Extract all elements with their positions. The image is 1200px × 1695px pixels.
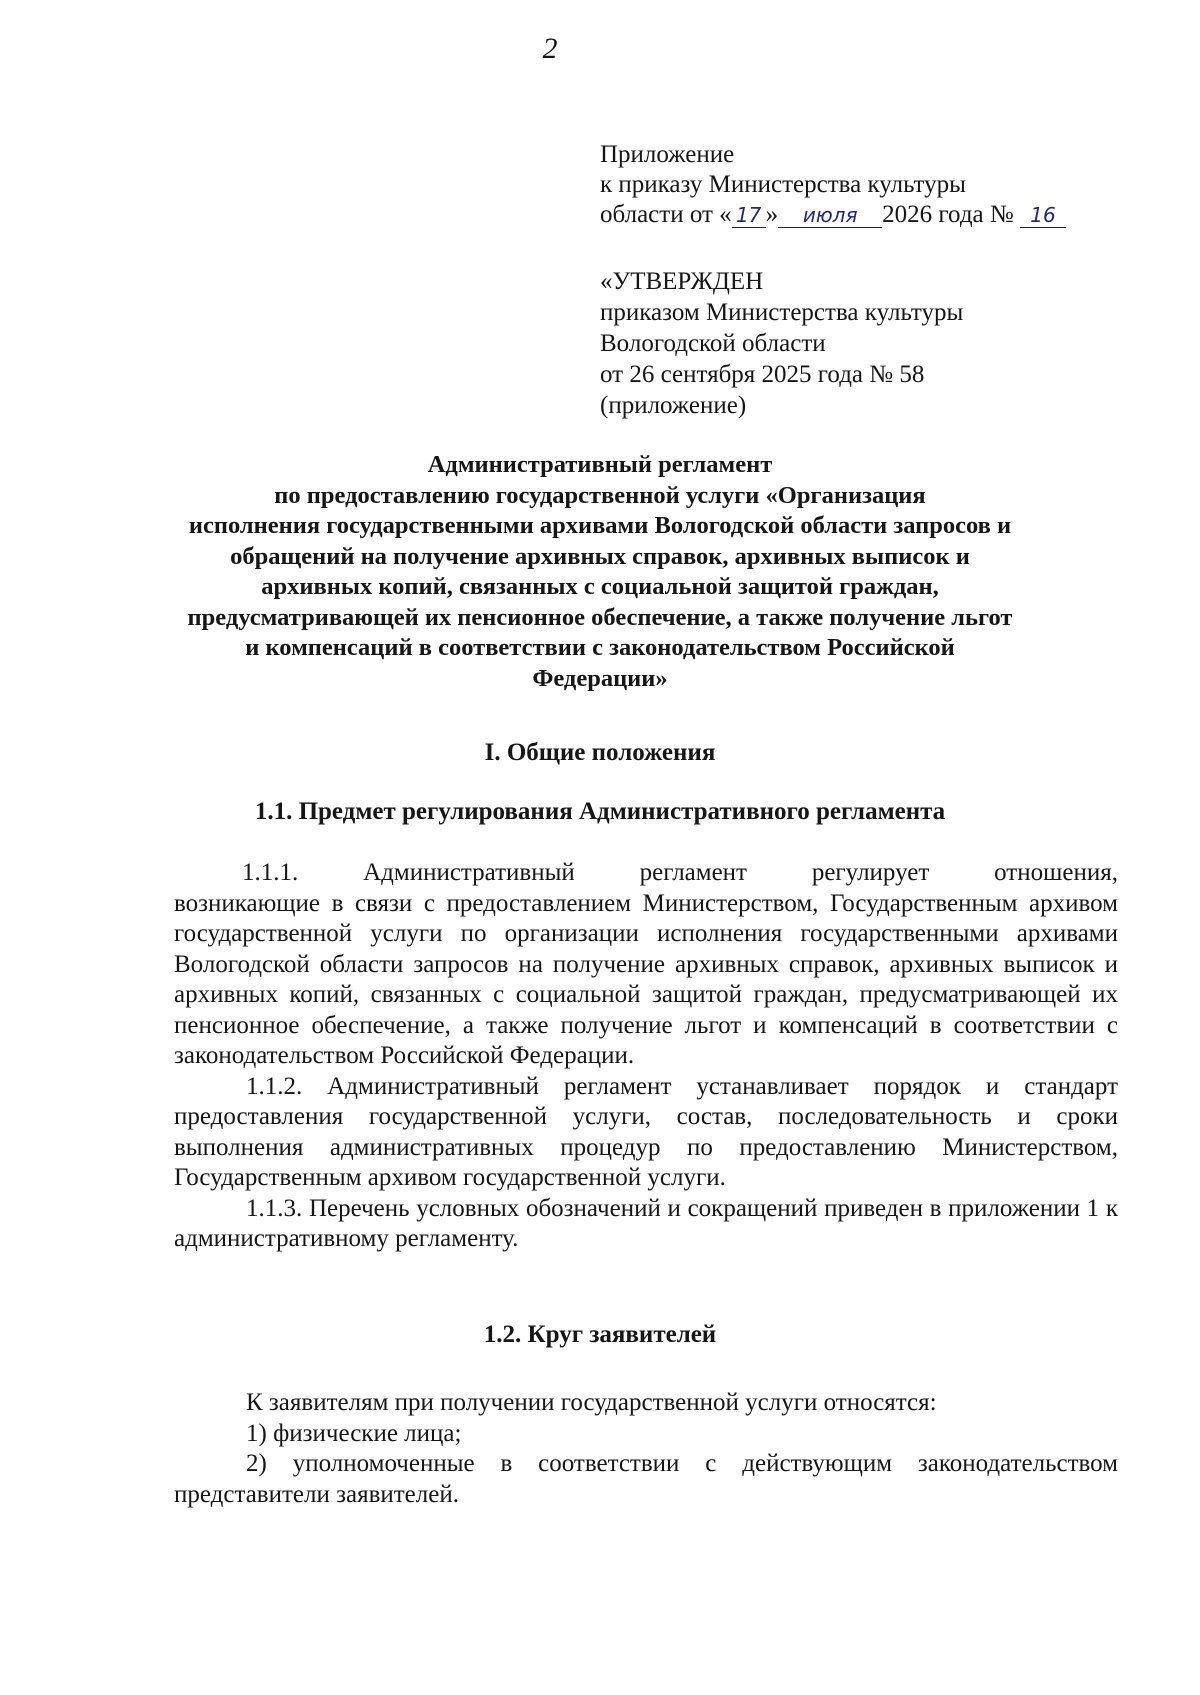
title-line: обращений на получение архивных справок, архивных выписок и xyxy=(230,542,970,570)
appendix-line-1: Приложение xyxy=(600,141,735,168)
appendix-date-mid: » xyxy=(765,201,779,228)
approved-line-2: приказом Министерства культуры xyxy=(600,299,964,326)
applicants-item-2: 2) уполномоченные в соответствии с действующим законодательством представители заявителей. xyxy=(174,1450,1118,1508)
appendix-line-2: к приказу Министерства культуры xyxy=(600,171,966,198)
applicants-item-1: 1) физические лица; xyxy=(246,1419,462,1447)
handwritten-order-number: 16 xyxy=(1020,203,1066,228)
paragraph-1-1-2: 1.1.2. Административный регламент устанавливает порядок и стандарт предоставления государственной услуги, состав, последовательность и сроки выполнения административных процедур по предоставлению Министерством, Государственным архивом государственной услуги. xyxy=(174,1072,1118,1191)
word: Административный xyxy=(363,859,575,886)
approved-line-1: «УТВЕРЖДЕН xyxy=(600,268,764,295)
paragraph-1-1-1-first-line xyxy=(174,858,1118,889)
subsection-heading-1-2: 1.2. Круг заявителей xyxy=(483,1321,717,1348)
title-line: по предоставлению государственной услуги «Организация xyxy=(274,481,926,509)
title-line: предусматривающей их пенсионное обеспечение, а также получение льгот xyxy=(187,603,1013,631)
applicants-intro: К заявителям при получении государственной услуги относятся: xyxy=(246,1389,937,1416)
appendix-date-prefix: области от « xyxy=(600,201,732,228)
appendix-year: 2026 года № xyxy=(882,201,1014,228)
handwritten-day: 17 xyxy=(732,203,766,228)
title-line: Административный регламент xyxy=(427,451,773,478)
approved-block xyxy=(600,266,1120,421)
word: 1.1.1. xyxy=(242,859,299,886)
appendix-line-3 xyxy=(600,200,1120,230)
approved-line-5: (приложение) xyxy=(600,392,747,419)
word: регламент xyxy=(639,859,747,886)
subsection-heading-1-1: 1.1. Предмет регулирования Административного регламента xyxy=(254,798,946,825)
word: отношения, xyxy=(994,859,1118,886)
title-line: исполнения государственными архивами Вологодской области запросов и xyxy=(188,512,1012,539)
approved-line-4: от 26 сентября 2025 года № 58 xyxy=(600,361,925,388)
page-number: 2 xyxy=(542,32,558,65)
applicants-block xyxy=(174,1388,1118,1510)
document-title xyxy=(150,450,1050,694)
approved-line-3: Вологодской области xyxy=(600,330,826,357)
section-heading: I. Общие положения xyxy=(484,739,716,766)
title-line: и компенсаций в соответствии с законодательством Российской xyxy=(245,634,955,661)
word: регулирует xyxy=(811,859,930,886)
paragraph-1-1-1 xyxy=(174,858,1118,1255)
title-line: архивных копий, связанных с социальной защитой граждан, xyxy=(261,573,939,600)
paragraph-1-1-1-body: возникающие в связи с предоставлением Министерством, Государственным архивом государственной услуги по организации исполнения государственными архивами Вологодской области запросов на получение архивных справок, архивных выписок и архивных копий, связанных с социальной защитой граждан, предусматривающей их пенсионное обеспечение, а также получение льгот и компенсаций в соответствии с законодательством Российской Федерации. xyxy=(174,889,1118,1069)
title-line: Федерации» xyxy=(532,664,668,692)
appendix-block xyxy=(600,140,1120,230)
paragraph-1-1-3: 1.1.3. Перечень условных обозначений и сокращений приведен в приложении 1 к административному регламенту. xyxy=(174,1194,1118,1252)
handwritten-month: июля xyxy=(778,203,882,228)
